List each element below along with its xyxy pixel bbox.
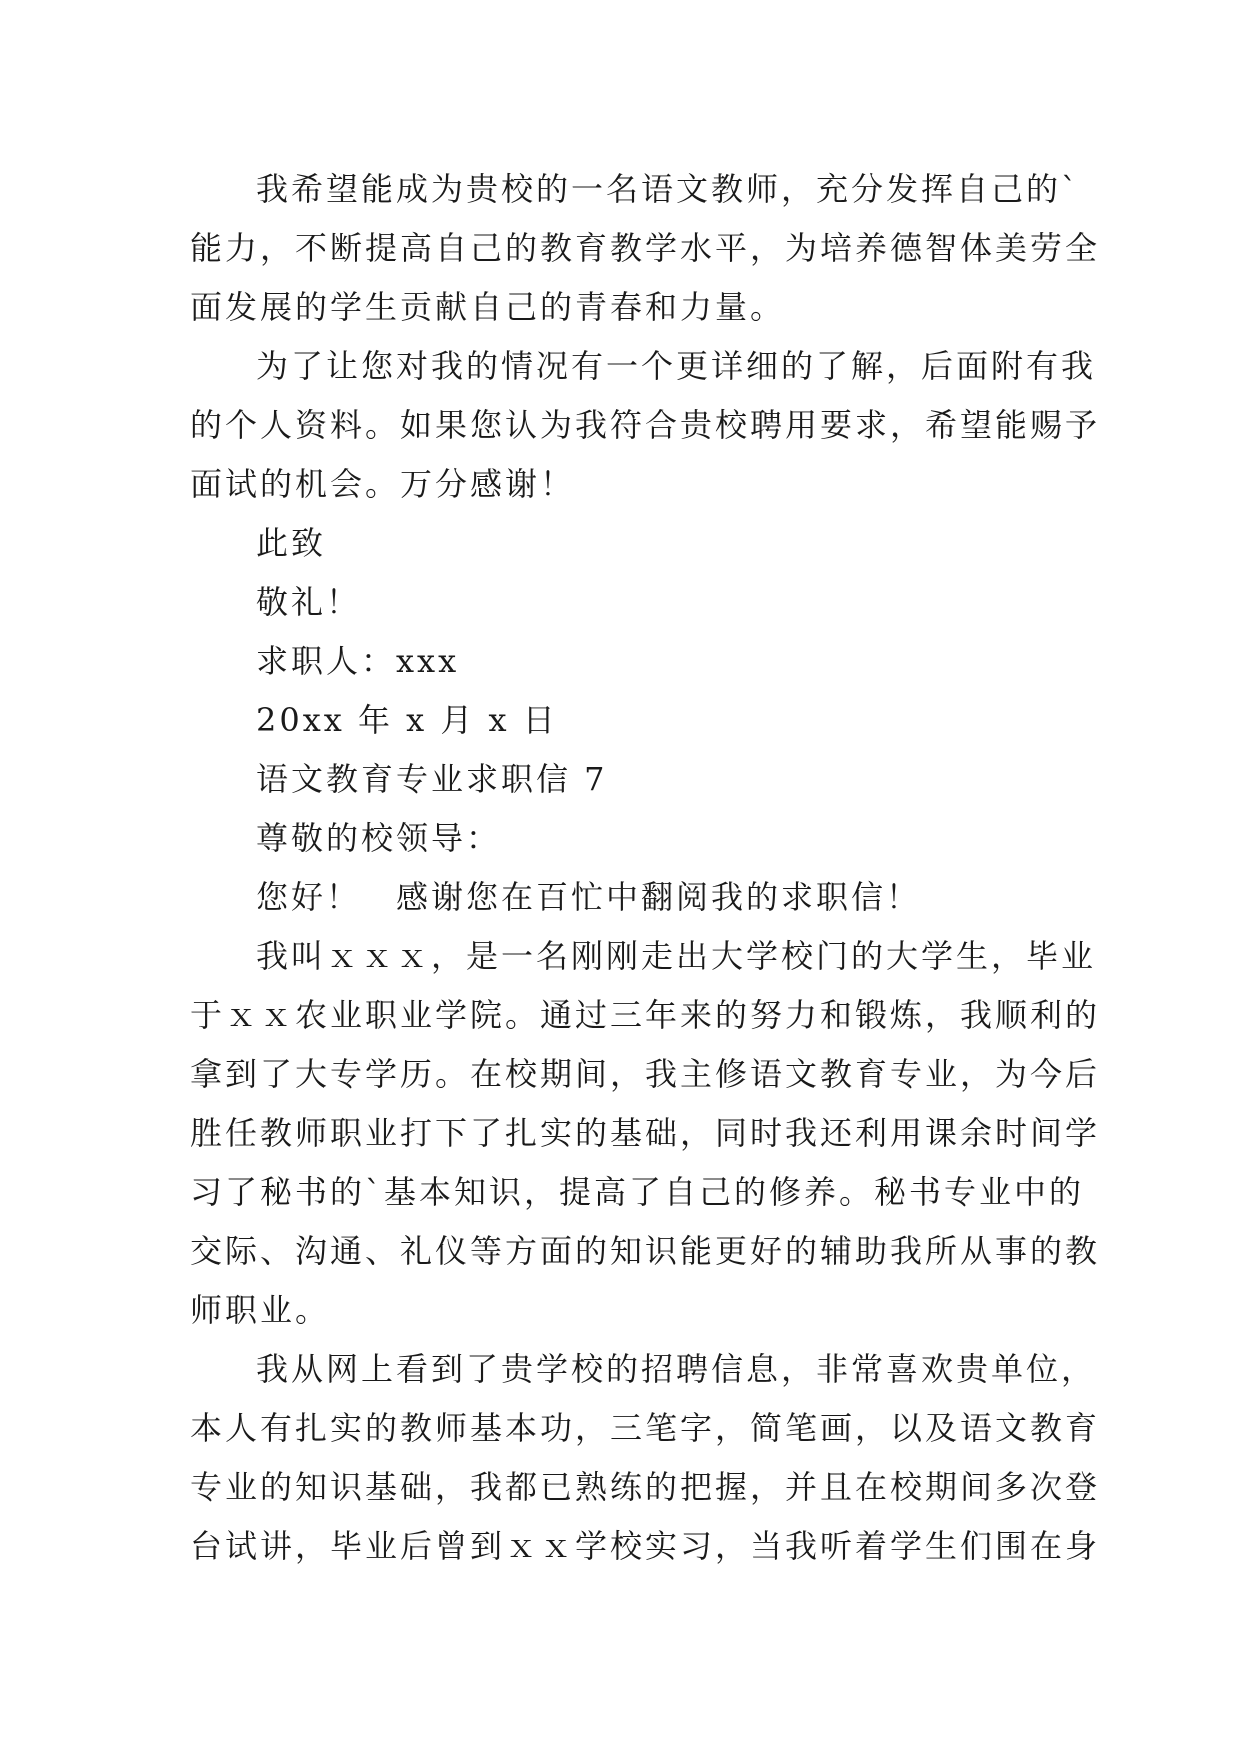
text-line: 本人有扎实的教师基本功，三笔字，简笔画，以及语文教育 [190, 1409, 1101, 1447]
text-line: 师职业。 [190, 1291, 331, 1329]
text-line: 专业的知识基础，我都已熟练的把握，并且在校期间多次登 [190, 1468, 1101, 1506]
text-line: 交际、沟通、礼仪等方面的知识能更好的辅助我所从事的教 [190, 1232, 1101, 1270]
text-line: 我希望能成为贵校的一名语文教师，充分发挥自己的` [256, 170, 1081, 208]
text-line: 拿到了大专学历。在校期间，我主修语文教育专业，为今后 [190, 1055, 1101, 1093]
text-line: 我从网上看到了贵学校的招聘信息，非常喜欢贵单位， [256, 1350, 1097, 1388]
text-line: 习了秘书的`基本知识，提高了自己的修养。秘书专业中的 [190, 1173, 1085, 1211]
text-line: 的个人资料。如果您认为我符合贵校聘用要求，希望能赐予 [190, 406, 1101, 444]
text-line: 于ｘｘ农业职业学院。通过三年来的努力和锻炼，我顺利的 [190, 996, 1101, 1034]
letter-body [190, 160, 1101, 1576]
text-line: 求职人：xxx [256, 642, 460, 680]
text-line: 胜任教师职业打下了扎实的基础，同时我还利用课余时间学 [190, 1114, 1101, 1152]
text-line: 我叫ｘｘｘ，是一名刚刚走出大学校门的大学生，毕业 [256, 937, 1097, 975]
text-line: 为了让您对我的情况有一个更详细的了解，后面附有我 [256, 347, 1097, 385]
text-line: 尊敬的校领导： [256, 819, 502, 857]
text-line: 语文教育专业求职信 7 [256, 760, 608, 798]
text-line: 敬礼！ [256, 583, 362, 621]
text-line: 台试讲，毕业后曾到ｘｘ学校实习，当我听着学生们围在身 [190, 1527, 1101, 1565]
text-line: 面发展的学生贡献自己的青春和力量。 [190, 288, 786, 326]
text-line: 此致 [256, 524, 327, 562]
text-line: 面试的机会。万分感谢！ [190, 465, 576, 503]
text-line: 能力，不断提高自己的教育教学水平，为培养德智体美劳全 [190, 229, 1101, 267]
text-line: 您好！ 感谢您在百忙中翻阅我的求职信！ [256, 878, 922, 916]
text-line: 20xx 年 x 月 x 日 [256, 701, 558, 739]
